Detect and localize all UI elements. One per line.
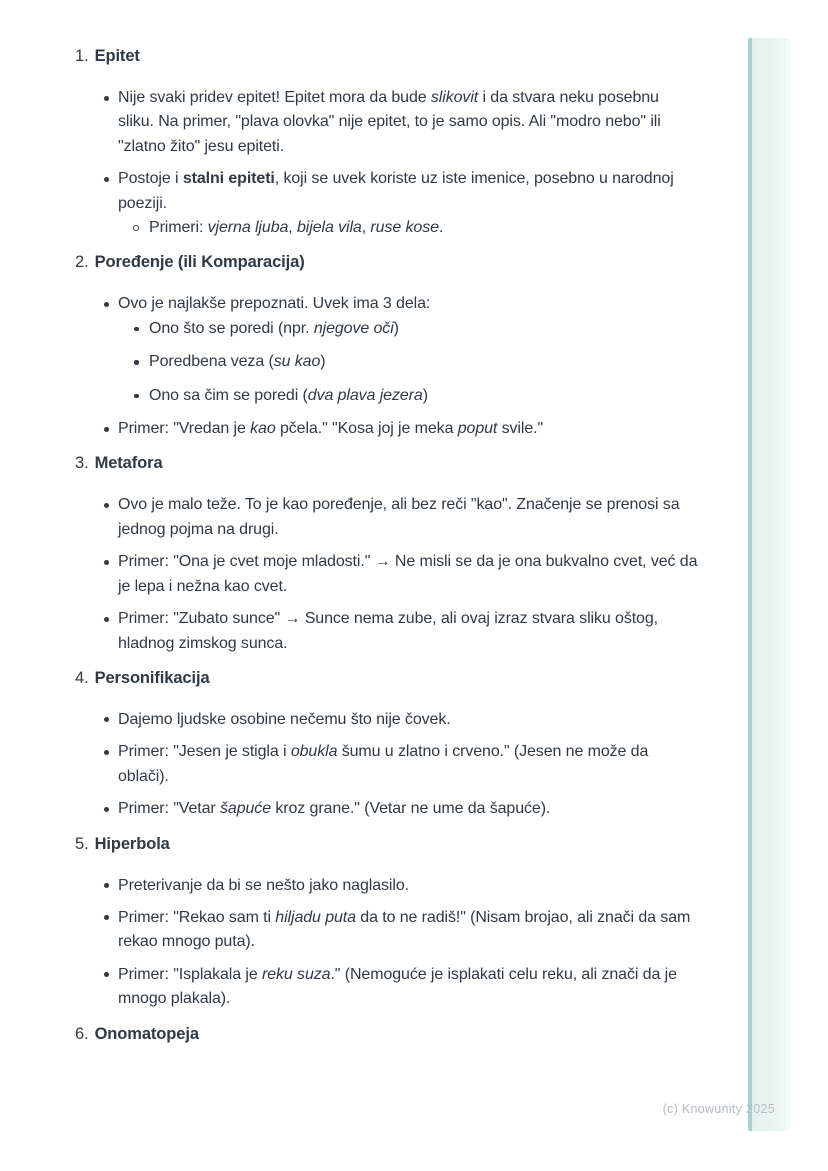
section-heading [75,832,698,856]
section-heading [75,44,698,68]
text-run: i da stvara neku posebnu sliku. Na primer, "plava olovka" nije epitet, to je samo opis. Ali "modro nebo" ili "zlatno žito" jesu epiteti. [118,89,661,155]
text-run: svile." [497,420,544,438]
section-number: 6. [75,1024,89,1043]
sub-bullet-list [118,216,698,240]
text-run: Nije svaki pridev epitet! Epitet mora da bude [118,89,431,106]
section-number: 3. [75,454,89,473]
text-run: ." (Nemoguće je isplakati celu reku, ali znači da je mnogo plakala). [118,965,677,1008]
section-item [75,250,698,441]
text-run: stalni epiteti [182,170,275,188]
text-run: njegove oči [313,319,394,337]
section-item [75,1022,698,1046]
text-run: obukla [290,743,338,761]
section-item [75,451,698,655]
text-run: , koji se uvek koriste uz iste imenice, posebno u narodnoj poeziji. [118,170,674,212]
bullet-item [118,167,698,240]
text-run: kao [250,420,276,438]
text-run: Poredbena veza ( [149,353,274,371]
bullet-item [149,384,698,408]
text-run: reku suza [261,965,331,983]
section-item [75,44,698,240]
text-run: Primer: "Zubato sunce" → Sunce nema zube, ali ovaj izraz stvara sliku oštog, hladnog zimskog sunca. [118,610,659,652]
text-run: ) [320,353,326,371]
section-title: Poređenje (ili Komparacija) [94,253,305,272]
text-run: Ovo je najlakše prepoznati. Uvek ima 3 dela: [118,295,431,313]
bullet-item [118,874,698,898]
text-run: Preterivanje da bi se nešto jako naglasilo. [118,876,409,894]
section-number: 2. [75,253,89,272]
section-number: 4. [75,668,89,687]
section-title: Epitet [94,47,140,65]
bullet-list [75,874,698,1012]
text-run: šumu u zlatno i crveno." (Jesen ne može da oblači). [118,743,649,785]
bullet-list [75,493,698,655]
section-heading [75,666,698,690]
bullet-item [118,550,698,599]
section-title: Hiperbola [94,834,170,853]
text-run: Postoje i [118,170,183,188]
accent-stripe [748,38,790,1131]
section-title: Onomatopeja [94,1024,199,1043]
text-run: dva plava jezera [307,386,423,404]
text-run: bijela vila [297,219,362,237]
text-run: ruse kose [370,219,439,237]
section-title: Metafora [94,454,163,473]
bullet-item [118,417,698,441]
text-run: Primer: "Rekao sam ti [118,908,276,926]
watermark-text: (c) Knowunity 2025 [662,1102,775,1116]
sub-bullet-list [118,317,698,408]
section-title: Personifikacija [94,668,210,687]
text-run: kroz grane." (Vetar ne ume da šapuće). [271,800,551,818]
text-run: Ono što se poredi (npr. [149,319,314,337]
text-run: Primer: "Isplakala je [118,965,262,983]
bullet-item [118,292,698,408]
section-heading [75,1022,698,1046]
text-run: Primeri: [149,219,208,237]
bullet-item [118,740,698,789]
text-run: . [438,219,444,237]
text-run: šapuće [220,800,271,818]
section-heading [75,250,698,274]
text-run: poput [457,420,498,438]
text-run: Ono sa čim se poredi ( [149,386,308,404]
bullet-list [75,86,698,240]
bullet-item [118,797,698,821]
text-run: , [361,219,371,237]
text-run: Primer: "Jesen je stigla i [118,743,291,761]
bullet-item [149,216,698,240]
bullet-item [118,607,698,656]
text-run: da to ne radiš!" (Nisam brojao, ali znači da sam rekao mnogo puta). [118,908,691,951]
text-run: hiljadu puta [275,908,356,926]
text-run: Primer: "Vetar [118,800,220,818]
text-run: su kao [273,353,321,371]
text-run: ) [393,319,399,337]
text-run: Primer: "Ona je cvet moje mladosti." → Ne misli se da je ona bukvalno cvet, već da je lepa i nežna kao cvet. [118,553,698,595]
text-run: Ovo je malo teže. To je kao poređenje, ali bez reči "kao". Značenje se prenosi sa jednog pojma na drugi. [118,496,680,538]
bullet-item [149,350,698,374]
section-item [75,666,698,822]
bullet-item [118,708,698,732]
bullet-item [118,963,698,1012]
bullet-list [75,708,698,822]
section-number: 1. [75,47,89,65]
text-run: Dajemo ljudske osobine nečemu što nije čovek. [118,710,451,728]
bullet-item [118,906,698,955]
text-run: pčela." "Kosa joj je meka [275,420,458,438]
section-item [75,832,698,1012]
text-run: ) [422,386,428,404]
section-heading [75,451,698,475]
bullet-item [118,86,698,159]
text-run: slikovit [430,89,479,106]
section-number: 5. [75,834,89,853]
bullet-list [75,292,698,441]
bullet-item [149,317,698,341]
text-run: Primer: "Vredan je [118,420,251,438]
text-run: vjerna ljuba [207,219,289,237]
text-run: , [288,219,297,237]
bullet-item [118,493,698,542]
